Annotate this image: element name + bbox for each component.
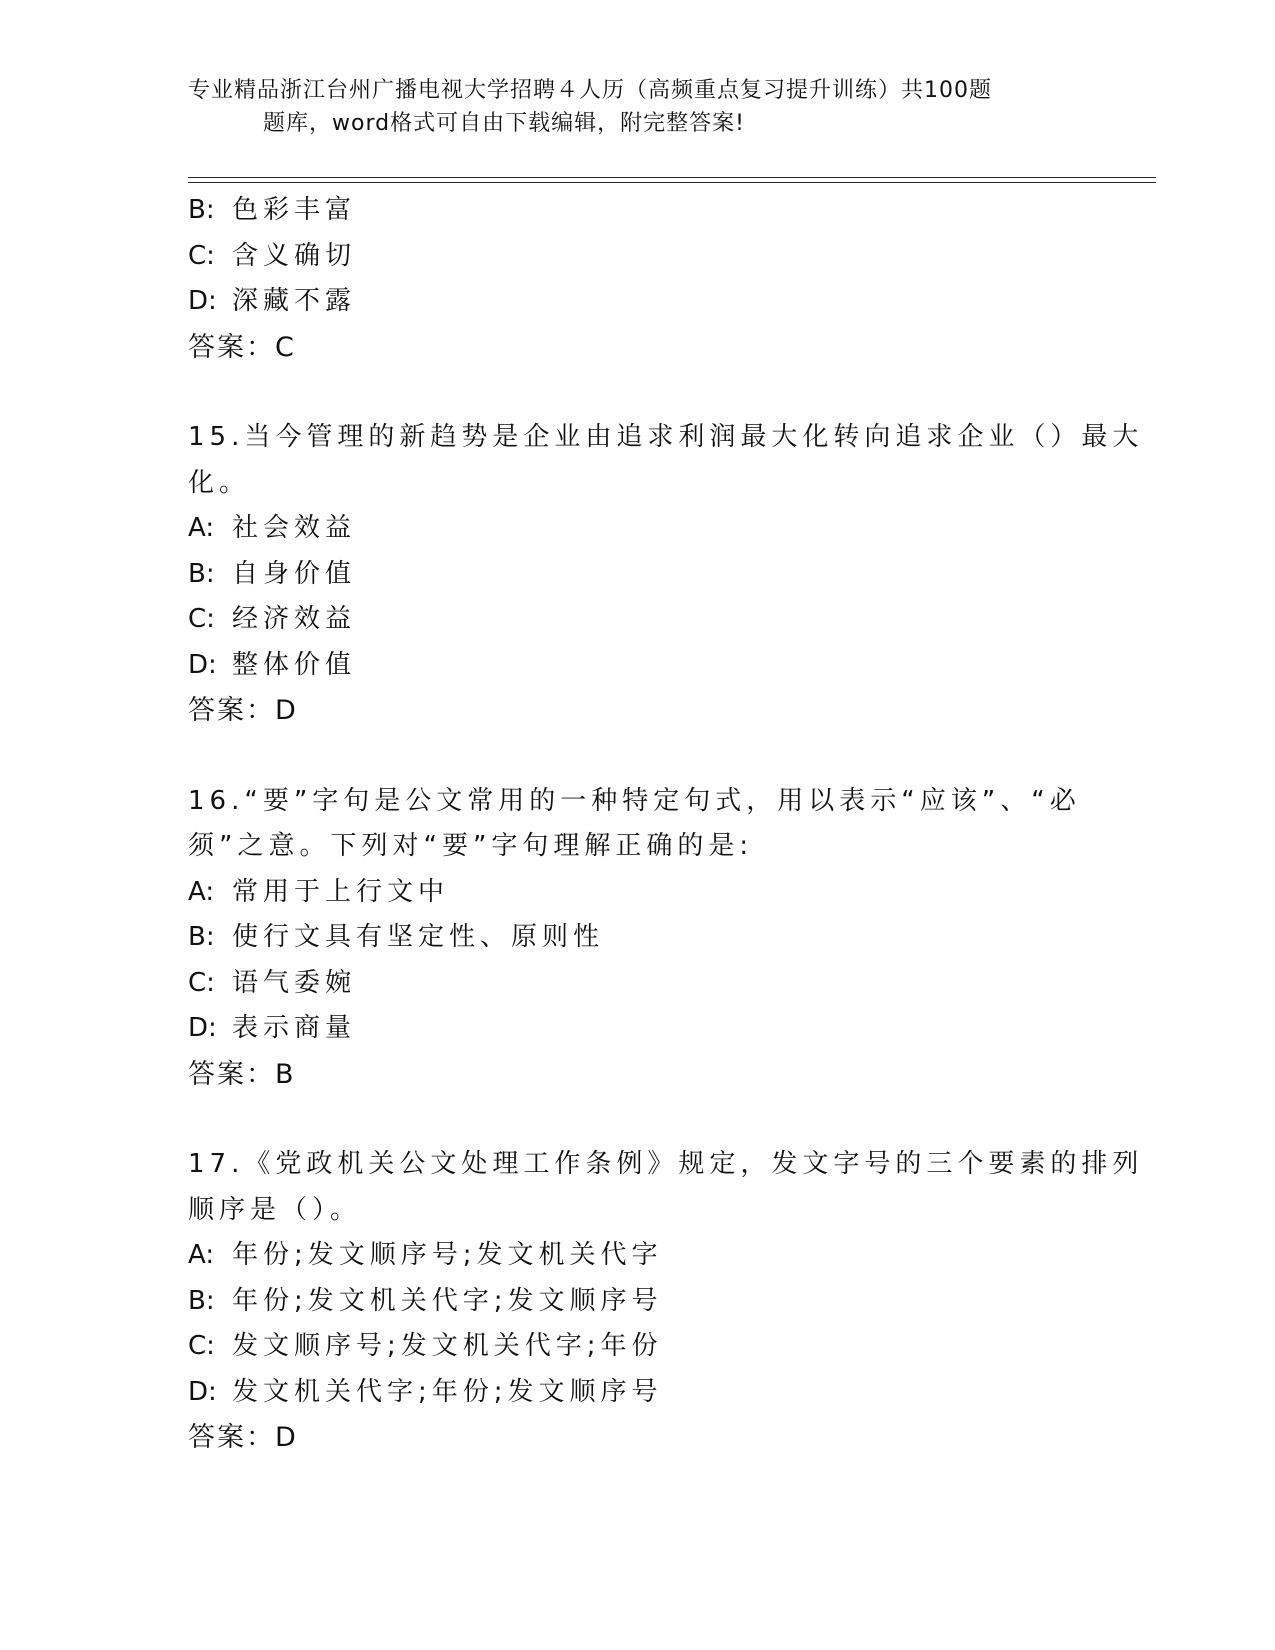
question-list	[188, 188, 1144, 1461]
option-text: 色彩丰富	[232, 195, 357, 225]
option-text: 经济效益	[232, 604, 357, 634]
answer-line: 答案：C	[188, 331, 296, 363]
question-stem-line1: 17.《党政机关公文处理工作条例》规定，发文字号的三个要素的排列	[188, 1149, 1144, 1179]
answer-line: 答案：B	[188, 1058, 296, 1090]
question-15	[188, 415, 1144, 734]
option-text: 发文顺序号;发文机关代字;年份	[232, 1331, 663, 1361]
option-text: 语气委婉	[232, 967, 357, 998]
header-divider-bottom	[188, 182, 1156, 183]
option-key: A:	[188, 513, 215, 543]
option-b	[188, 552, 1108, 598]
option-d	[188, 279, 1108, 325]
option-text: 常用于上行文中	[232, 876, 450, 907]
question-stem-line2: 须”之意。下列对“要”字句理解正确的是:	[188, 831, 754, 861]
option-text: 年份;发文机关代字;发文顺序号	[232, 1285, 663, 1316]
question-stem-line1: 16.“要”字句是公文常用的一种特定句式，用以表示“应该”、“必	[188, 785, 1081, 816]
option-text: 含义确切	[232, 240, 357, 271]
option-text: 发文机关代字;年份;发文顺序号	[232, 1376, 663, 1407]
option-text: 整体价值	[232, 649, 357, 680]
header-title-line1: 专业精品浙江台州广播电视大学招聘４人历（高频重点复习提升训练）共100题	[188, 78, 992, 103]
option-a	[188, 870, 1108, 916]
option-d	[188, 643, 1108, 689]
option-key: C:	[188, 1331, 215, 1361]
question-17	[188, 1142, 1144, 1461]
option-key: D:	[188, 1013, 217, 1043]
option-a	[188, 1233, 1108, 1279]
option-a	[188, 506, 1108, 552]
option-d	[188, 1006, 1108, 1052]
question-14-continued	[188, 188, 1108, 370]
document-header	[188, 74, 1088, 140]
option-text: 自身价值	[232, 558, 357, 589]
question-stem-line1: 15.当今管理的新趋势是企业由追求利润最大化转向追求企业（）最大	[188, 422, 1144, 452]
option-text: 年份;发文顺序号;发文机关代字	[232, 1240, 663, 1270]
option-key: D:	[188, 1376, 217, 1407]
header-divider-top	[188, 177, 1156, 178]
option-key: A:	[188, 1240, 215, 1270]
question-16	[188, 779, 1108, 1098]
option-key: B:	[188, 195, 215, 225]
option-key: C:	[188, 240, 215, 271]
answer-line: 答案：D	[188, 1422, 298, 1453]
option-b	[188, 1279, 1108, 1325]
option-text: 使行文具有坚定性、原则性	[232, 922, 605, 952]
option-key: C:	[188, 604, 215, 634]
option-key: B:	[188, 558, 215, 589]
option-key: D:	[188, 649, 217, 680]
option-c	[188, 234, 1108, 280]
option-key: B:	[188, 1285, 215, 1316]
option-key: B:	[188, 922, 215, 952]
option-c	[188, 597, 1108, 643]
option-c	[188, 1324, 1108, 1370]
option-key: C:	[188, 967, 215, 998]
question-stem-line2: 顺序是（）。	[188, 1194, 362, 1225]
header-title-line2: 题库，word格式可自由下载编辑，附完整答案!	[263, 111, 745, 136]
option-b	[188, 188, 1108, 234]
option-c	[188, 961, 1108, 1007]
question-stem-line2: 化。	[188, 467, 251, 498]
option-text: 深藏不露	[232, 286, 357, 316]
option-text: 表示商量	[232, 1013, 357, 1043]
option-text: 社会效益	[232, 513, 357, 543]
option-d	[188, 1370, 1108, 1416]
option-key: D:	[188, 286, 217, 316]
option-key: A:	[188, 876, 215, 907]
answer-line: 答案：D	[188, 695, 298, 726]
option-b	[188, 915, 1108, 961]
